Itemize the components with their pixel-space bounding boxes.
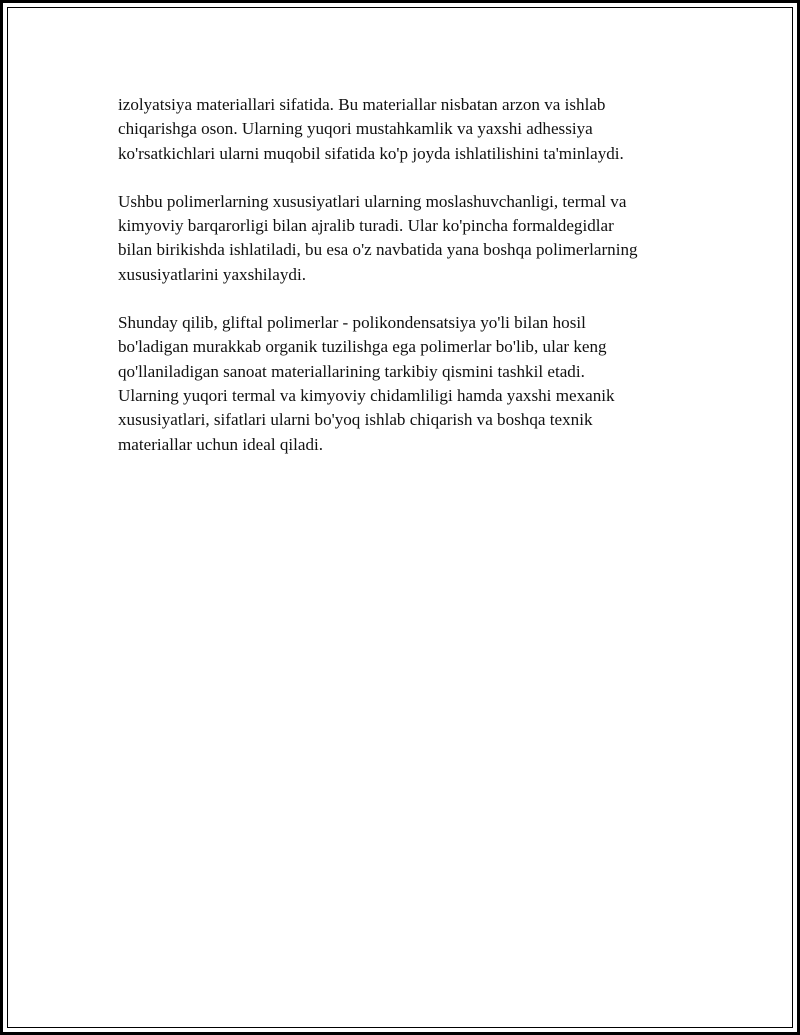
document-body — [118, 93, 693, 481]
paragraph-line: bo'ladigan murakkab organik tuzilishga ega polimerlar bo'lib, ular keng — [118, 337, 607, 357]
paragraph-line: Ularning yuqori termal va kimyoviy chidamliligi hamda yaxshi mexanik — [118, 385, 615, 405]
paragraph-1 — [118, 93, 693, 166]
paragraph-line: kimyoviy barqarorligi bilan ajralib turadi. Ular ko'pincha formaldegidlar — [118, 216, 614, 236]
paragraph-line: chiqarishga oson. Ularning yuqori mustahkamlik va yaxshi adhessiya — [118, 119, 593, 139]
paragraph-3 — [118, 311, 693, 457]
paragraph-line: materiallar uchun ideal qiladi. — [118, 434, 324, 454]
paragraph-line: izolyatsiya materiallari sifatida. Bu materiallar nisbatan arzon va ishlab — [118, 95, 606, 114]
paragraph-line: xususiyatlarini yaxshilaydi. — [118, 264, 307, 284]
paragraph-line: qo'llaniladigan sanoat materiallarining tarkibiy qismini tashkil etadi. — [118, 361, 585, 381]
paragraph-line: xususiyatlari, sifatlari ularni bo'yoq ishlab chiqarish va boshqa texnik — [118, 410, 593, 430]
paragraph-line: Shunday qilib, gliftal polimerlar - polikondensatsiya yo'li bilan hosil — [118, 313, 586, 333]
paragraph-2 — [118, 190, 693, 287]
paragraph-line: Ushbu polimerlarning xususiyatlari ularning moslashuvchanligi, termal va — [118, 191, 627, 211]
paragraph-line: ko'rsatkichlari ularni muqobil sifatida ko'p joyda ishlatilishini ta'minlaydi. — [118, 143, 624, 163]
paragraph-line: bilan birikishda ishlatiladi, bu esa o'z navbatida yana boshqa polimerlarning — [118, 240, 638, 260]
